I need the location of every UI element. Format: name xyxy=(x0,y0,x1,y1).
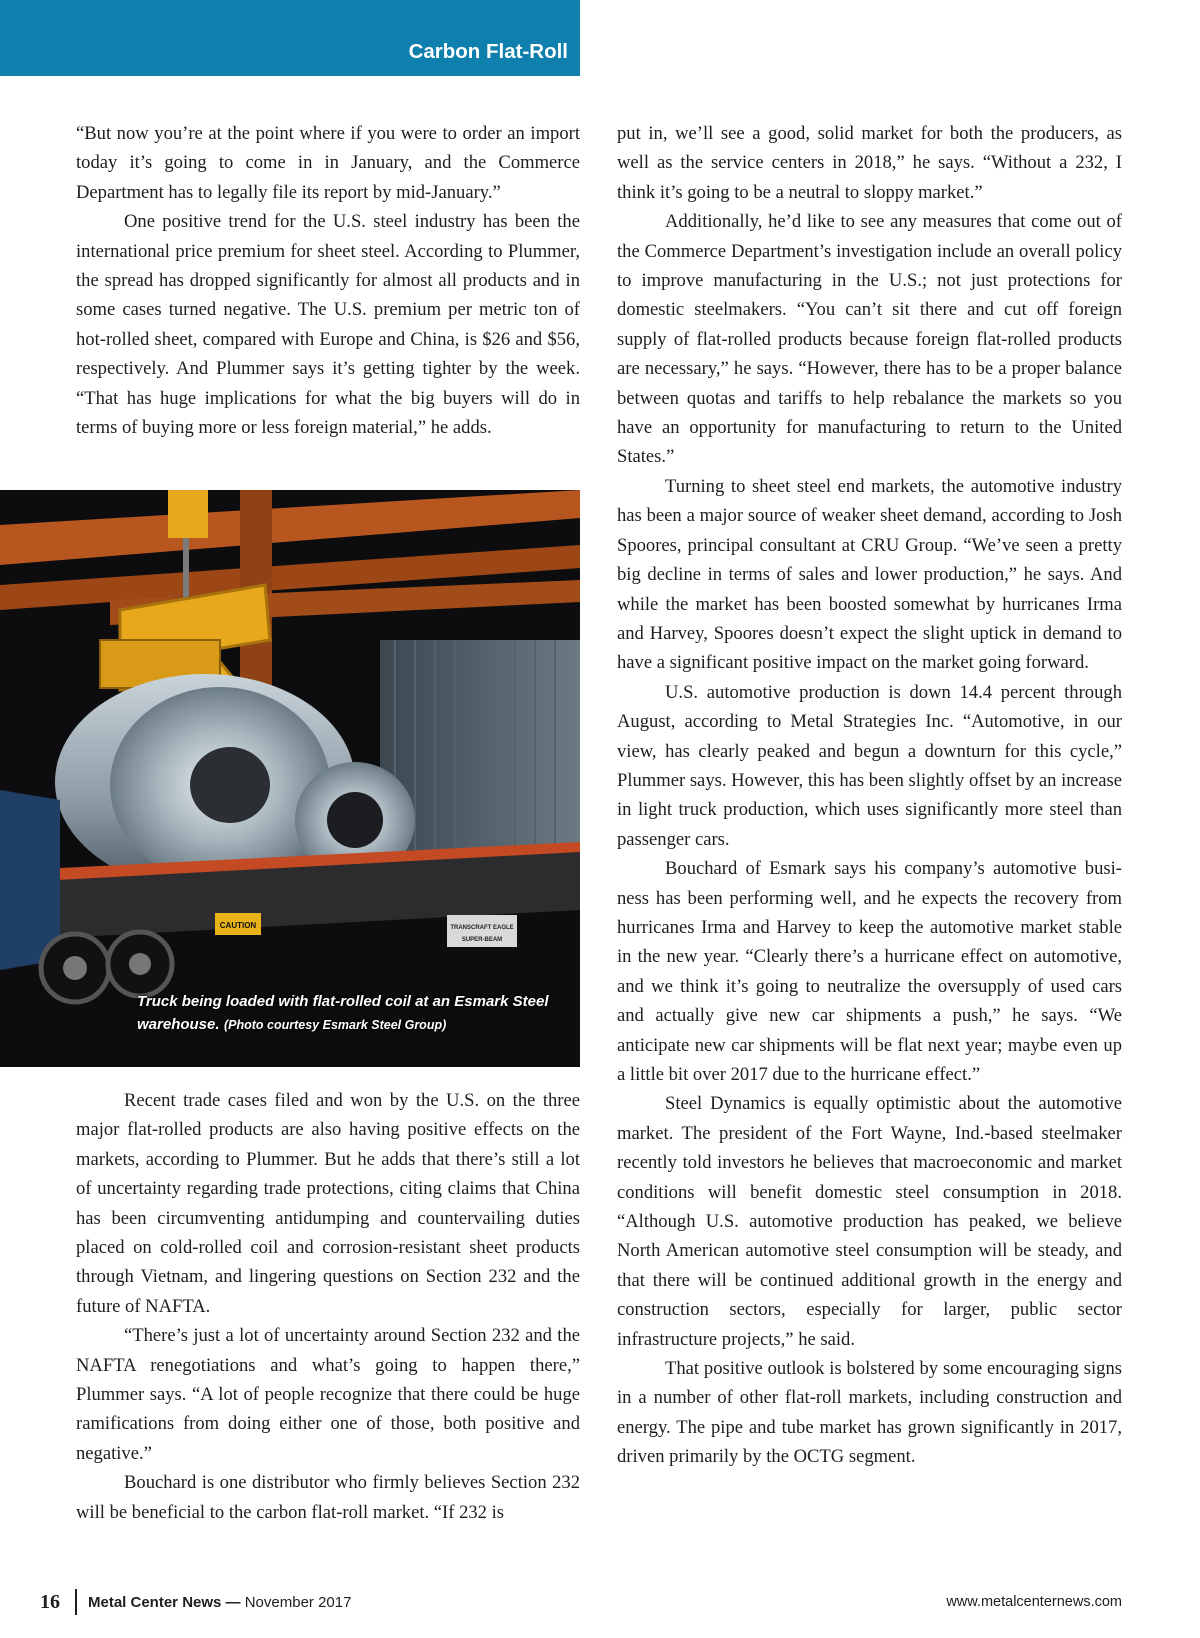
paragraph: Turning to sheet steel end markets, the automotive industry has been a major source of weaker sheet demand, according to Josh Spoores, principal consultant at CRU Group. “We’ve seen a pretty big decline in terms of sales and lower production,” he says. And while the market has been boosted somewhat by hurricanes Irma and Harvey, Spoores doesn’t expect the slight uptick in demand to have a significant positive impact on the market going forward. xyxy=(617,475,1122,674)
section-header-bar xyxy=(0,0,580,76)
article-photo xyxy=(0,490,580,1067)
photo-caption xyxy=(137,990,557,1037)
photo-credit: (Photo courtesy Esmark Steel Group) xyxy=(223,1018,447,1032)
caption-text: Truck being loaded with flat-rolled coil at an Esmark Steel warehouse. xyxy=(137,993,549,1033)
left-column-top xyxy=(76,119,580,442)
paragraph: One positive trend for the U.S. steel industry has been the international price premium for sheet steel. According to Plummer, the spread has dropped significantly for almost all products and in some cases turned negative. The U.S. premium per metric ton of hot-rolled sheet, compared with Europe and China, is $26 and $56, respectively. And Plummer says it’s getting tighter by the week. “That has huge implications for what the big buyers will do in terms of buying more or less foreign material,” he adds. xyxy=(76,211,580,439)
caution-sign-text: CAUTION xyxy=(219,921,257,930)
paragraph: That positive outlook is bolstered by some encouraging signs in a number of other flat-roll markets, including construction and energy. The pipe and tube market has grown significantly in 2017, driven primarily by the OCTG segment. xyxy=(617,1358,1122,1468)
paragraph: U.S. automotive production is down 14.4 percent through August, according to Metal Strategies Inc. “Automotive, in our view, has clearly peaked and begun a downturn for this cycle,” Plummer says. However, this has been slightly offset by an increase in light truck production, which uses significantly more steel than passenger cars. xyxy=(617,681,1122,850)
paragraph: Additionally, he’d like to see any measures that come out of the Commerce Department’s investigation include an overall policy to improve manufacturing in the U.S.; not just protections for domestic steelmakers. “You can’t sit there and cut off foreign supply of flat-rolled products because foreign flat-rolled products are necessary,” he says. “However, there has to be a proper balance between quotas and tariffs to help rebalance the markets so you have an opportunity for manufacturing to return to the United States.” xyxy=(617,211,1122,468)
trailer-model-text: SUPER-BEAM xyxy=(461,937,503,943)
issue-date: November 2017 xyxy=(244,1594,352,1611)
crane-hoist xyxy=(168,490,208,538)
paragraph: Bouchard is one distributor who firmly believes Section 232 will be beneficial to the carbon flat-roll market. “If 232 is xyxy=(76,1472,580,1523)
paragraph: put in, we’ll see a good, solid market for both the producers, as well as the service centers in 2018,” he says. “Without a 232, I think it’s going to be a neutral to sloppy market.” xyxy=(617,123,1122,203)
section-title: Carbon Flat-Roll xyxy=(408,40,568,63)
page-footer xyxy=(0,1591,1200,1621)
coil-loading-illustration xyxy=(0,490,580,1067)
paragraph: Steel Dynamics is equally optimistic about the automotive market. The president of the Fort Wayne, Ind.-based steelmaker recently told investors he believes that macroeconomic and market conditions will benefit domestic steel consumption in 2018. “Although U.S. automotive production has peaked, we believe North American automotive steel consumption will be steady, and that there will be continued additional growth in the energy and construction sectors, especially for larger, public sector infrastructure projects,” he said. xyxy=(617,1093,1122,1350)
footer-divider xyxy=(75,1589,77,1615)
right-column xyxy=(617,119,1122,1472)
page-number: 16 xyxy=(40,1591,60,1613)
paragraph: Recent trade cases filed and won by the U.S. on the three major flat-rolled products are also having positive effects on the markets, according to Plummer. But he adds that there’s still a lot of uncertainty regarding trade protections, citing claims that China has been circumventing antidumping and countervailing duties placed on cold-rolled coil and corrosion-resistant sheet products through Vietnam, and lingering questions on Section 232 and the future of NAFTA. xyxy=(76,1090,580,1317)
publication-url: www.metalcenternews.com xyxy=(946,1594,1122,1610)
publication-line xyxy=(88,1594,351,1611)
left-column-bottom xyxy=(76,1086,580,1527)
paragraph: Bouchard of Esmark says his company’s automotive business has been performing well, and he expects the recovery from hurricanes Irma and Harvey to keep the automotive market stable in the new year. “Clearly there’s a hurricane effect on automotive, and we think it’s going to neutralize the oversupply of used cars and actually give new car shipments a push,” he says. “We anticipate new car shipments will be flat next year; maybe even up a little bit over 2017 due to the hurricane effect.” xyxy=(617,858,1122,1085)
publication-name: Metal Center News — xyxy=(88,1594,241,1611)
trailer-brand-text: TRANSCRAFT EAGLE xyxy=(450,925,514,931)
paragraph: “But now you’re at the point where if you were to order an import today it’s going to come in in January, and the Commerce Department has to legally file its report by mid-January.” xyxy=(76,123,580,203)
paragraph: “There’s just a lot of uncertainty around Section 232 and the NAFTA renegotiations and what’s going to happen there,” Plummer says. “A lot of people recognize that there could be huge ramifications from doing either one of those, both positive and negative.” xyxy=(76,1325,580,1464)
